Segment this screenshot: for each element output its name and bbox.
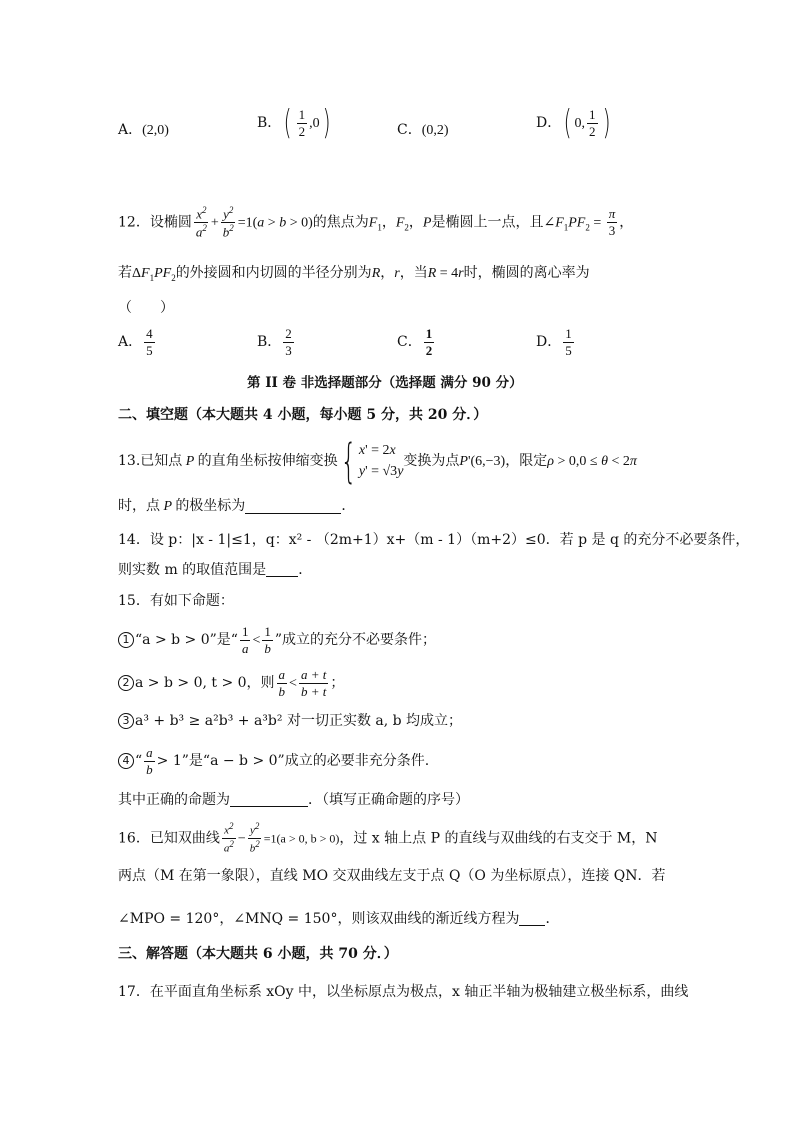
- text: a³ + b³ ≥ a²b³ + a³b² 对一切正实数 a, b 均成立；: [135, 713, 463, 729]
- option-label: B．: [257, 115, 282, 131]
- text: 时，椭圆的离心率为: [463, 265, 590, 281]
- text: 设椭圆: [149, 214, 192, 231]
- q13-line-2: 时，点 P 的极坐标为 ．: [118, 498, 356, 514]
- text: ．（填写正确命题的序号）: [308, 792, 469, 808]
- option-label: A．: [118, 122, 143, 138]
- fraction: $\frac{a}{b}$: [146, 745, 153, 777]
- fraction-denominator: 3: [285, 342, 292, 358]
- left-paren: (: [563, 103, 572, 143]
- text: ；: [330, 675, 345, 692]
- answer-blank[interactable]: [230, 792, 308, 807]
- fraction: $\frac{a}{b}$: [278, 667, 286, 699]
- q15-conclusion: [118, 792, 469, 807]
- q12-option-b: [257, 327, 296, 357]
- fraction: $\frac{a + t}{b + t}$: [300, 667, 327, 699]
- q15-intro: 15．有如下命题：: [118, 593, 234, 609]
- fraction-denominator: 2: [425, 342, 433, 358]
- fraction: [587, 108, 598, 138]
- text: 变换为点: [403, 453, 460, 469]
- option-label: D．: [536, 334, 562, 351]
- part-heading-solutions: 三、解答题（本大题共 6 小题，共 70 分．）: [118, 946, 398, 962]
- text: ，限定: [505, 453, 548, 469]
- text: 时，点: [118, 498, 160, 514]
- fraction: $\frac{1}{a}$: [241, 624, 249, 656]
- fraction: [563, 327, 574, 357]
- option-label: C．: [397, 122, 422, 138]
- fraction: $\frac{\pi}{3}$: [608, 206, 616, 238]
- fraction: $\frac{y^2}{b^2}$: [222, 205, 234, 240]
- q11-option-c: [397, 119, 449, 139]
- option-label: D．: [536, 115, 562, 131]
- fraction: $\frac{x^2}{a^2}$: [223, 821, 234, 855]
- q12-option-c: [397, 327, 436, 357]
- right-paren: ): [602, 103, 611, 143]
- q11-option-b: [257, 103, 333, 143]
- q15-statement-4: [118, 746, 429, 776]
- text: 是椭圆上一点，且: [431, 214, 544, 231]
- fraction: [283, 327, 294, 357]
- text: ，过 x 轴上点 P 的直线与双曲线的右支交于 M，N: [339, 830, 658, 847]
- question-number: 12．: [118, 214, 150, 231]
- answer-blank[interactable]: [266, 562, 298, 577]
- fraction: [144, 327, 155, 357]
- bracket-text: （ ）: [118, 300, 174, 316]
- answer-blank[interactable]: [519, 911, 545, 926]
- text: 其中正确的命题为: [118, 792, 230, 808]
- q11-option-d: [536, 103, 613, 143]
- fraction-numerator: 1: [425, 326, 433, 341]
- q14-line-1: 14．设 p：|x - 1|≤1，q：x² - （2m+1）x+（m - 1）（m+2）≤0．若 p 是 q 的充分不必要条件，: [118, 532, 750, 548]
- fraction-numerator: 4: [146, 326, 153, 341]
- option-value: 0,: [574, 116, 585, 131]
- point-coordinates: (6,−3): [470, 454, 506, 469]
- q14-line-2: [118, 562, 312, 577]
- fraction-numerator: 2: [285, 326, 292, 341]
- text: 若: [118, 265, 132, 281]
- left-paren: (: [283, 103, 292, 143]
- fraction-numerator: 1: [298, 106, 306, 122]
- fraction-numerator: 1: [565, 326, 572, 341]
- circled-number-3: 3: [118, 713, 134, 729]
- fraction-denominator: 2: [298, 123, 306, 139]
- text: 的外接圆和内切圆的半径分别为: [175, 265, 372, 281]
- text: 的焦点为: [312, 214, 369, 231]
- text: 则实数 m 的取值范围是: [118, 562, 267, 578]
- option-value: ,0: [309, 116, 320, 131]
- part-heading-fill-in: 二、填空题（本大题共 4 小题，每小题 5 分，共 20 分．）: [118, 407, 488, 423]
- text: ．: [341, 498, 356, 514]
- q17-line-1: 17．在平面直角坐标系 xOy 中，以坐标原点为极点，x 轴正半轴为极轴建立极坐标系，曲线: [118, 984, 689, 1000]
- circled-number-1: 1: [118, 632, 134, 648]
- right-paren: ): [322, 103, 331, 143]
- q15-statement-2: 2 a > b > 0, t > 0，则 $\frac{a}{b}$ < $\frac{a + t}{b + t}$ ；: [118, 668, 344, 698]
- q16-line-2: 两点（M 在第一象限），直线 MO 交双曲线左支于点 Q（O 为坐标原点），连接 QN．若: [118, 868, 666, 884]
- fraction: [424, 327, 435, 357]
- text: ，当: [399, 265, 428, 281]
- q11-option-a: [118, 119, 169, 139]
- section-title: 第 II 卷 非选择题部分（选择题 满分 90 分）: [247, 375, 523, 391]
- fraction-denominator: 2: [589, 123, 596, 139]
- text: > 1”是“a − b > 0”成立的必要非充分条件.: [156, 753, 430, 770]
- fraction: $\frac{x^2}{a^2}$: [195, 205, 207, 240]
- text: a > b > 0, t > 0，则: [135, 675, 275, 692]
- q15-statement-1: 1 “a > b > 0”是“ $\frac{1}{a}$ < $\frac{1}{b}$ ”成立的充分不必要条件；: [118, 625, 436, 655]
- q16-line-1: 16．已知双曲线 $\frac{x^2}{a^2}$ − $\frac{y^2}{b^2}$ =1(a > 0, b > 0)，过 x 轴上点 P 的直线与双曲线的右支交于 M，N: [118, 821, 658, 855]
- brace-symbol: {: [340, 434, 357, 488]
- option-label: A．: [118, 334, 143, 351]
- q16-line-3: [118, 911, 559, 926]
- text: ．: [545, 911, 560, 927]
- text: ”成立的充分不必要条件；: [274, 632, 437, 649]
- answer-bracket: [118, 301, 174, 315]
- fraction: [297, 108, 308, 138]
- q12-line-2: 若$\Delta F_1PF_2$的外接圆和内切圆的半径分别为R，r，当R = 4r时，椭圆的离心率为: [118, 265, 590, 283]
- transform-system: x' = 2x y' = √3y: [358, 443, 404, 479]
- option-value: (2,0): [142, 123, 169, 138]
- q12-line-1: 12．设椭圆 $\frac{x^2}{a^2}$ + $\frac{y^2}{b^2}$ =1(a > b > 0)的焦点为$F_1$，$F_2$，P是椭圆上一点，且$\angle F_1PF_2$ = $\frac{\pi}{3}$ ，: [118, 205, 634, 240]
- q12-option-a: [118, 327, 157, 357]
- fraction-denominator: 5: [146, 342, 153, 358]
- text: “: [135, 753, 143, 770]
- text: 13.已知点: [118, 453, 183, 469]
- fraction: $\frac{y^2}{b^2}$: [249, 821, 260, 855]
- answer-blank[interactable]: [245, 499, 341, 514]
- q15-statement-3: [118, 713, 462, 729]
- text: ．: [298, 562, 313, 578]
- text: 的极坐标为: [175, 498, 246, 514]
- fraction-numerator: 1: [589, 106, 596, 122]
- option-label: B．: [257, 334, 282, 351]
- text: 的直角坐标按伸缩变换: [197, 453, 338, 469]
- text: ∠MPO = 120°，∠MNQ = 150°，则该双曲线的渐近线方程为: [118, 911, 520, 927]
- fraction-denominator: 5: [565, 342, 572, 358]
- option-label: C．: [397, 334, 422, 351]
- text: “a > b > 0”是“: [135, 632, 238, 649]
- q13-line-1: 13.已知点 P 的直角坐标按伸缩变换{ x' = 2x y' = √3y 变换为点P'(6,−3)，限定ρ > 0,0 ≤ θ < 2π: [118, 434, 637, 488]
- option-value: (0,2): [421, 123, 449, 138]
- circled-number-4: 4: [118, 753, 134, 769]
- circled-number-2: 2: [118, 675, 134, 691]
- text: 16．已知双曲线: [118, 830, 220, 847]
- fraction: $\frac{1}{b}$: [264, 624, 271, 656]
- q12-option-d: [536, 327, 576, 357]
